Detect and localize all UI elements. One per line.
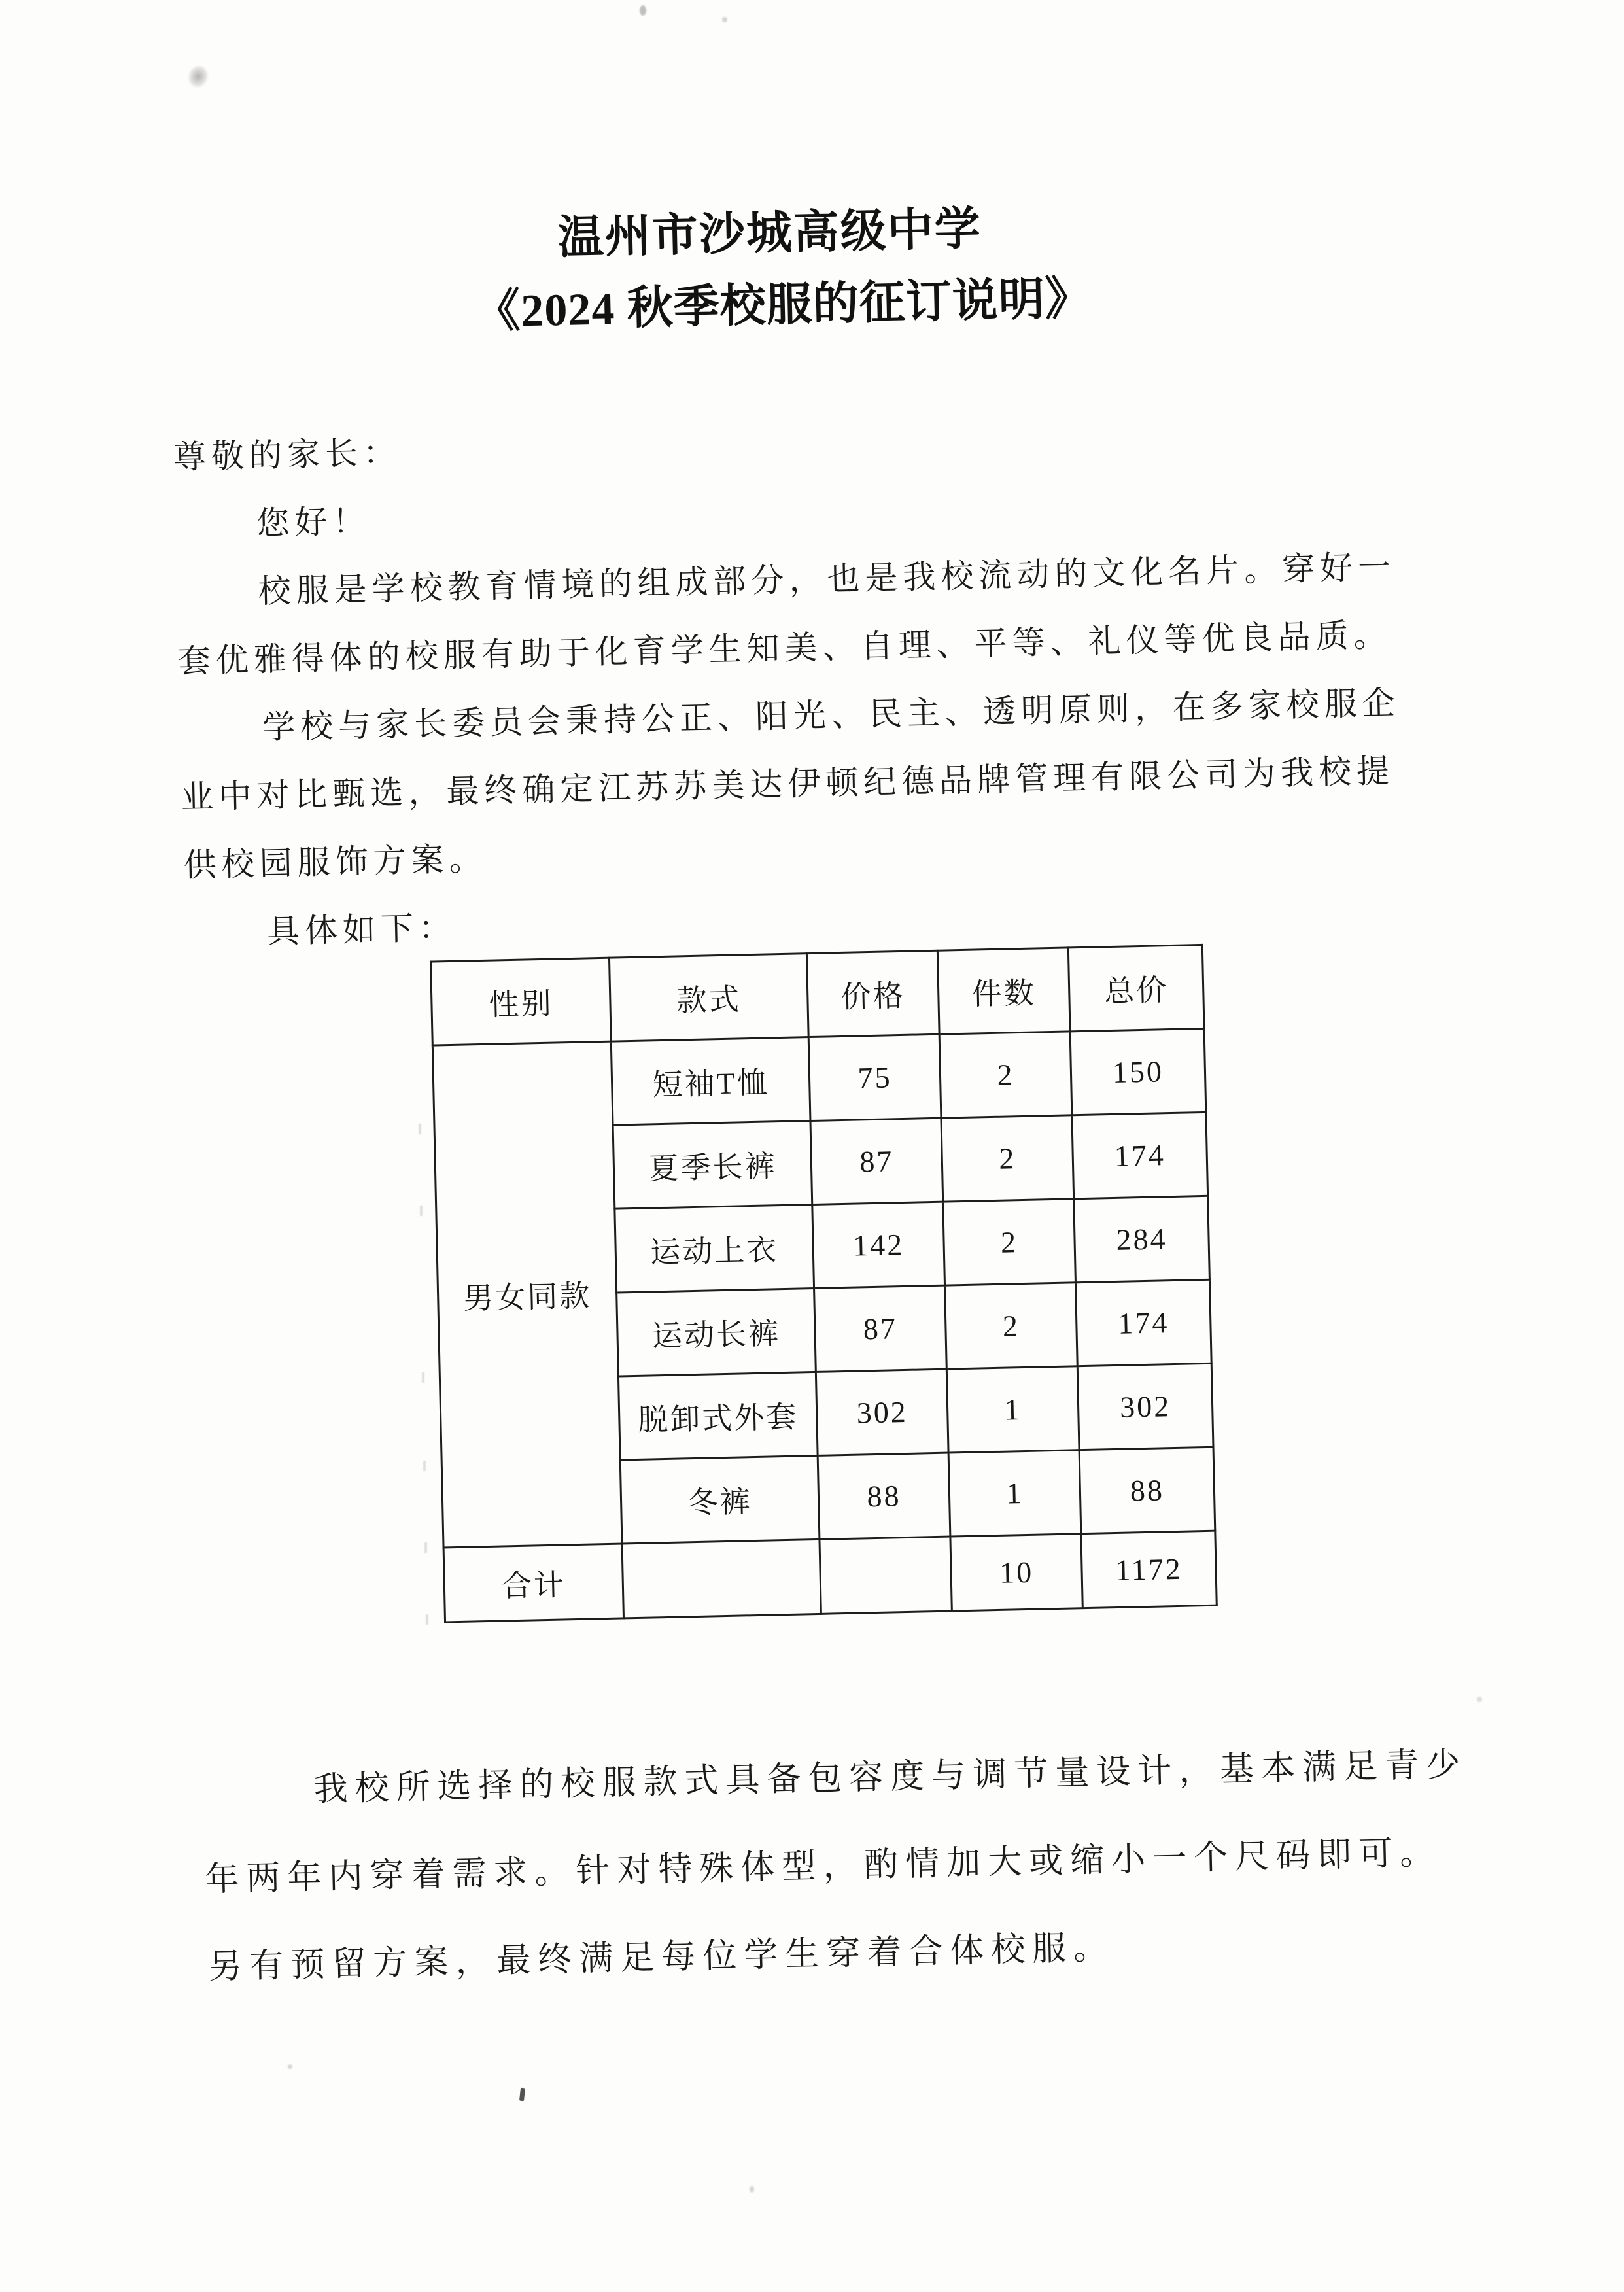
scan-artifact-tick (423, 1461, 426, 1471)
cell-price: 302 (816, 1369, 948, 1455)
total-style-empty-cell (622, 1539, 821, 1618)
cell-total: 174 (1075, 1279, 1211, 1366)
col-header-quantity: 件数 (937, 948, 1070, 1034)
cell-style: 脱卸式外套 (618, 1372, 818, 1460)
body-line: 校服是学校教育情境的组成部分，也是我校流动的文化名片。穿好一 (258, 548, 1396, 610)
cell-price: 142 (812, 1202, 945, 1288)
cell-total: 88 (1079, 1447, 1215, 1533)
body-line: 业中对比甄选，最终确定江苏苏美达伊顿纪德品牌管理有限公司为我校提 (180, 752, 1395, 816)
total-row (443, 1531, 1217, 1622)
col-header-total: 总价 (1068, 945, 1204, 1031)
cell-price: 87 (810, 1118, 943, 1204)
cell-total: 174 (1072, 1112, 1208, 1198)
scan-artifact-tick (424, 1542, 427, 1553)
cell-style: 短袖T恤 (611, 1037, 810, 1126)
cell-style: 运动上衣 (615, 1205, 814, 1293)
total-label-cell: 合计 (443, 1544, 623, 1622)
cell-price: 75 (808, 1034, 941, 1120)
school-name-title: 温州市沙城高级中学 (557, 204, 982, 264)
salutation-line: 尊敬的家长： (173, 434, 402, 476)
cell-total: 284 (1074, 1196, 1210, 1282)
col-header-price: 价格 (806, 950, 939, 1037)
cell-qty: 1 (948, 1450, 1081, 1537)
closing-line: 年两年内穿着需求。针对特殊体型，酌情加大或缩小一个尺码即可。 (204, 1834, 1442, 1899)
details-intro-line: 具体如下： (266, 909, 457, 950)
closing-line: 我校所选择的校服款式具备包容度与调节量设计，基本满足青少 (313, 1746, 1468, 1809)
cell-price: 87 (814, 1285, 947, 1372)
cell-price: 88 (818, 1453, 950, 1539)
total-qty-cell: 10 (950, 1534, 1082, 1611)
group-cell-unisex: 男女同款 (432, 1041, 622, 1548)
cell-qty: 2 (939, 1032, 1072, 1118)
cell-qty: 2 (945, 1283, 1078, 1369)
col-header-gender: 性别 (431, 958, 612, 1045)
col-header-style: 款式 (609, 954, 808, 1042)
cell-qty: 1 (946, 1366, 1079, 1453)
scan-artifact-tick (419, 1124, 421, 1134)
scan-artifact-tick (422, 1372, 424, 1383)
closing-line: 另有预留方案，最终满足每位学生穿着合体校服。 (207, 1929, 1115, 1987)
greeting-line: 您好！ (256, 502, 371, 542)
body-line: 套优雅得体的校服有助于化育学生知美、自理、平等、礼仪等优良品质。 (177, 616, 1392, 680)
cell-qty: 2 (941, 1115, 1074, 1202)
scan-artifact-tick (420, 1206, 423, 1216)
cell-style: 冬裤 (620, 1455, 820, 1544)
scan-artifact-tick (426, 1614, 428, 1625)
table-row (432, 1028, 1206, 1129)
cell-style: 运动长裤 (617, 1288, 816, 1376)
table-header-row (431, 945, 1205, 1045)
body-line: 学校与家长委员会秉持公正、阳光、民主、透明原则，在多家校服企 (262, 684, 1401, 746)
uniform-order-table (430, 944, 1218, 1623)
total-price-empty-cell (820, 1537, 952, 1614)
document-title: 《2024 秋季校服的征订说明》 (474, 273, 1092, 338)
total-amount-cell: 1172 (1081, 1531, 1217, 1608)
cell-total: 150 (1070, 1028, 1206, 1115)
cell-total: 302 (1077, 1363, 1213, 1450)
cell-style: 夏季长裤 (613, 1121, 812, 1209)
body-line: 供校园服饰方案。 (183, 840, 488, 884)
cell-qty: 2 (943, 1199, 1076, 1285)
